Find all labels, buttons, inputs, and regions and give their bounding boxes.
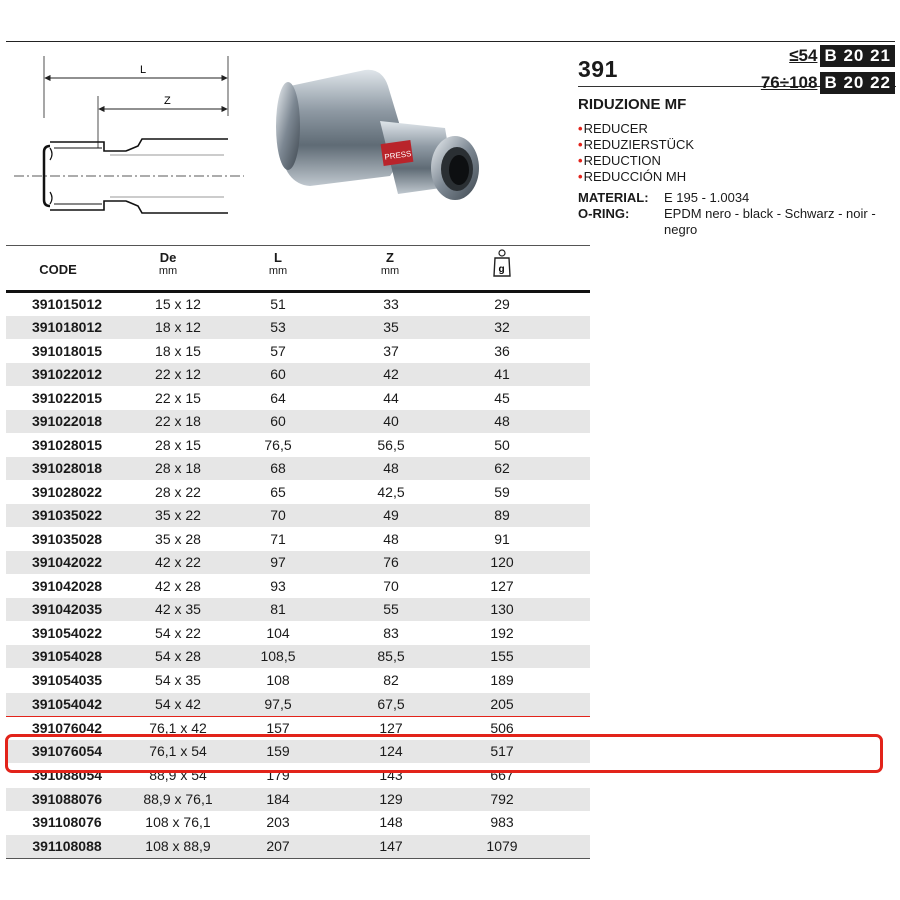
cell-g: 32 [494, 319, 510, 335]
cell-g: 91 [494, 531, 510, 547]
cell-code: 391042035 [31, 601, 103, 617]
bullet-icon: • [578, 121, 583, 136]
cell-l: 53 [270, 319, 286, 335]
cell-de: 108 x 88,9 [145, 838, 211, 854]
cell-de: 18 x 15 [155, 343, 201, 359]
cell-z: 48 [383, 531, 399, 547]
top-rule [6, 41, 895, 42]
size-code-small [789, 45, 895, 67]
bullet-icon: • [578, 137, 583, 152]
cell-code: 391015012 [31, 296, 103, 312]
cell-de: 42 x 28 [155, 578, 201, 594]
table-header [6, 250, 590, 290]
cell-g: 29 [494, 296, 510, 312]
table-row [6, 788, 590, 811]
cell-code: 391108088 [32, 838, 102, 854]
cell-code: 391018015 [31, 343, 103, 359]
cell-g: 192 [490, 625, 514, 641]
cell-code: 391054022 [31, 625, 103, 641]
cell-l: 108 [266, 672, 290, 688]
cell-de: 22 x 15 [155, 390, 201, 406]
cell-l: 76,5 [264, 437, 292, 453]
cell-l: 51 [270, 296, 286, 312]
cell-code: 391022012 [31, 366, 103, 382]
cell-z: 48 [383, 460, 399, 476]
cell-code: 391042028 [31, 578, 103, 594]
cell-g: 59 [494, 484, 510, 500]
cell-de: 54 x 28 [155, 648, 201, 664]
cell-g: 62 [494, 460, 510, 476]
cell-z: 44 [383, 390, 399, 406]
cell-code: 391054042 [31, 696, 103, 712]
cell-z: 129 [379, 791, 403, 807]
col-code-header: CODE [39, 262, 77, 277]
oring-label: O-RING: [578, 206, 630, 221]
cell-l: 71 [270, 531, 286, 547]
cell-l: 157 [266, 720, 290, 736]
table-row [6, 504, 590, 527]
cell-g: 1079 [486, 838, 518, 854]
product-title: RIDUZIONE MF [578, 96, 687, 113]
group-separator [6, 716, 590, 717]
translation-item: •REDUCCIÓN MH [578, 169, 687, 184]
cell-de: 28 x 18 [155, 460, 201, 476]
cell-de: 35 x 22 [155, 507, 201, 523]
weight-icon [462, 249, 542, 282]
cell-de: 108 x 76,1 [145, 814, 211, 830]
cell-de: 18 x 12 [155, 319, 201, 335]
table-row [6, 811, 590, 834]
cell-code: 391022018 [31, 413, 103, 429]
table-row [6, 622, 590, 645]
cell-z: 49 [383, 507, 399, 523]
cell-code: 391042022 [31, 554, 103, 570]
cell-g: 130 [490, 601, 514, 617]
cell-g: 120 [490, 554, 514, 570]
table-row [6, 316, 590, 339]
size-range: ≤54 [789, 46, 818, 65]
cell-l: 60 [270, 366, 286, 382]
cell-de: 88,9 x 54 [149, 767, 207, 783]
table-row [6, 457, 590, 480]
cell-z: 143 [379, 767, 403, 783]
cell-code: 391028015 [31, 437, 103, 453]
cell-code: 391018012 [31, 319, 103, 335]
cell-de: 42 x 35 [155, 601, 201, 617]
weight-unit: g [498, 264, 505, 275]
cell-g: 517 [490, 743, 514, 759]
cell-code: 391054035 [31, 672, 103, 688]
cell-de: 54 x 22 [155, 625, 201, 641]
cell-l: 203 [266, 814, 290, 830]
table-row [6, 598, 590, 621]
cell-l: 57 [270, 343, 286, 359]
cell-de: 28 x 15 [155, 437, 201, 453]
cell-z: 42,5 [377, 484, 405, 500]
cell-l: 70 [270, 507, 286, 523]
cell-l: 97 [270, 554, 286, 570]
cell-de: 35 x 28 [155, 531, 201, 547]
cell-code: 391088076 [31, 791, 103, 807]
cell-code: 391076042 [31, 720, 103, 736]
cell-z: 127 [379, 720, 403, 736]
cell-z: 55 [383, 601, 399, 617]
cell-code: 391028018 [31, 460, 103, 476]
size-code: B 20 22 [820, 72, 895, 94]
translation-item: •REDUZIERSTÜCK [578, 137, 695, 152]
cell-z: 56,5 [377, 437, 405, 453]
cell-l: 65 [270, 484, 286, 500]
cell-g: 155 [490, 648, 514, 664]
press-stamp: PRESS [383, 149, 412, 162]
cell-l: 104 [266, 625, 290, 641]
size-code-large [761, 72, 895, 94]
cell-z: 70 [383, 578, 399, 594]
bullet-icon: • [578, 169, 583, 184]
table-row [6, 340, 590, 363]
cell-g: 506 [490, 720, 514, 736]
col-de-header: De mm [158, 250, 178, 277]
translation-item: •REDUCTION [578, 153, 661, 168]
cell-l: 207 [266, 838, 290, 854]
cell-z: 40 [383, 413, 399, 429]
cell-l: 60 [270, 413, 286, 429]
table-row [6, 293, 590, 316]
cell-l: 179 [266, 767, 290, 783]
cell-g: 41 [494, 366, 510, 382]
table-row [6, 410, 590, 433]
cell-de: 22 x 12 [155, 366, 201, 382]
cell-g: 45 [494, 390, 510, 406]
cell-code: 391054028 [31, 648, 103, 664]
cell-de: 28 x 22 [155, 484, 201, 500]
cell-z: 67,5 [377, 696, 405, 712]
highlighted-row-marker [5, 734, 883, 773]
cell-code: 391035022 [31, 507, 103, 523]
cell-code: 391028022 [31, 484, 103, 500]
cell-l: 68 [270, 460, 286, 476]
cell-code: 391076054 [31, 743, 103, 759]
cell-de: 42 x 22 [155, 554, 201, 570]
cell-z: 82 [383, 672, 399, 688]
cell-z: 148 [379, 814, 403, 830]
cell-code: 391022015 [31, 390, 103, 406]
translation-item: •REDUCER [578, 121, 648, 136]
cell-code: 391108076 [32, 814, 102, 830]
oring-value: EPDM nero - black - Schwarz - noir - negro [664, 206, 876, 237]
dim-z-label: Z [164, 95, 171, 107]
cell-z: 37 [383, 343, 399, 359]
table-row [6, 528, 590, 551]
cell-l: 64 [270, 390, 286, 406]
table-row [6, 575, 590, 598]
cell-de: 76,1 x 54 [149, 743, 207, 759]
table-row [6, 693, 590, 716]
cell-z: 35 [383, 319, 399, 335]
cell-code: 391088054 [31, 767, 103, 783]
technical-drawing [14, 56, 244, 226]
cell-g: 50 [494, 437, 510, 453]
cell-l: 108,5 [260, 648, 296, 664]
table-bottom-rule [6, 858, 590, 859]
cell-g: 48 [494, 413, 510, 429]
cell-l: 184 [266, 791, 290, 807]
cell-de: 54 x 42 [155, 696, 201, 712]
cell-z: 124 [379, 743, 403, 759]
translations-list [578, 121, 694, 185]
cell-l: 81 [270, 601, 286, 617]
cell-l: 93 [270, 578, 286, 594]
dim-l-label: L [140, 64, 147, 76]
cell-z: 147 [379, 838, 403, 854]
table-row [6, 481, 590, 504]
cell-g: 792 [490, 791, 514, 807]
cell-g: 667 [490, 767, 514, 783]
size-range: 76÷108 [760, 73, 818, 92]
cell-de: 15 x 12 [155, 296, 201, 312]
product-photo [270, 66, 480, 226]
cell-de: 76,1 x 42 [149, 720, 207, 736]
table-row [6, 669, 590, 692]
material-value: E 195 - 1.0034 [664, 190, 750, 205]
cell-z: 76 [383, 554, 399, 570]
cell-g: 36 [494, 343, 510, 359]
cell-g: 983 [490, 814, 514, 830]
cell-z: 42 [383, 366, 399, 382]
cell-z: 83 [383, 625, 399, 641]
cell-g: 89 [494, 507, 510, 523]
table-row [6, 363, 590, 386]
col-l-header: L mm [268, 250, 288, 277]
table-row [6, 645, 590, 668]
cell-de: 88,9 x 76,1 [143, 791, 213, 807]
series-number: 391 [578, 56, 618, 82]
cell-g: 127 [490, 578, 514, 594]
table-row [6, 434, 590, 457]
cell-de: 22 x 18 [155, 413, 201, 429]
table-top-rule [6, 245, 590, 246]
cell-g: 189 [490, 672, 514, 688]
table-row [6, 835, 590, 858]
table-row [6, 551, 590, 574]
material-label: MATERIAL: [578, 190, 649, 205]
cell-l: 159 [266, 743, 290, 759]
cell-code: 391035028 [31, 531, 103, 547]
cell-g: 205 [490, 696, 514, 712]
cell-z: 33 [383, 296, 399, 312]
cell-l: 97,5 [264, 696, 292, 712]
cell-z: 85,5 [377, 648, 405, 664]
size-code: B 20 21 [820, 45, 895, 67]
cell-de: 54 x 35 [155, 672, 201, 688]
table-row [6, 387, 590, 410]
col-z-header: Z mm [380, 250, 400, 277]
bullet-icon: • [578, 153, 583, 168]
